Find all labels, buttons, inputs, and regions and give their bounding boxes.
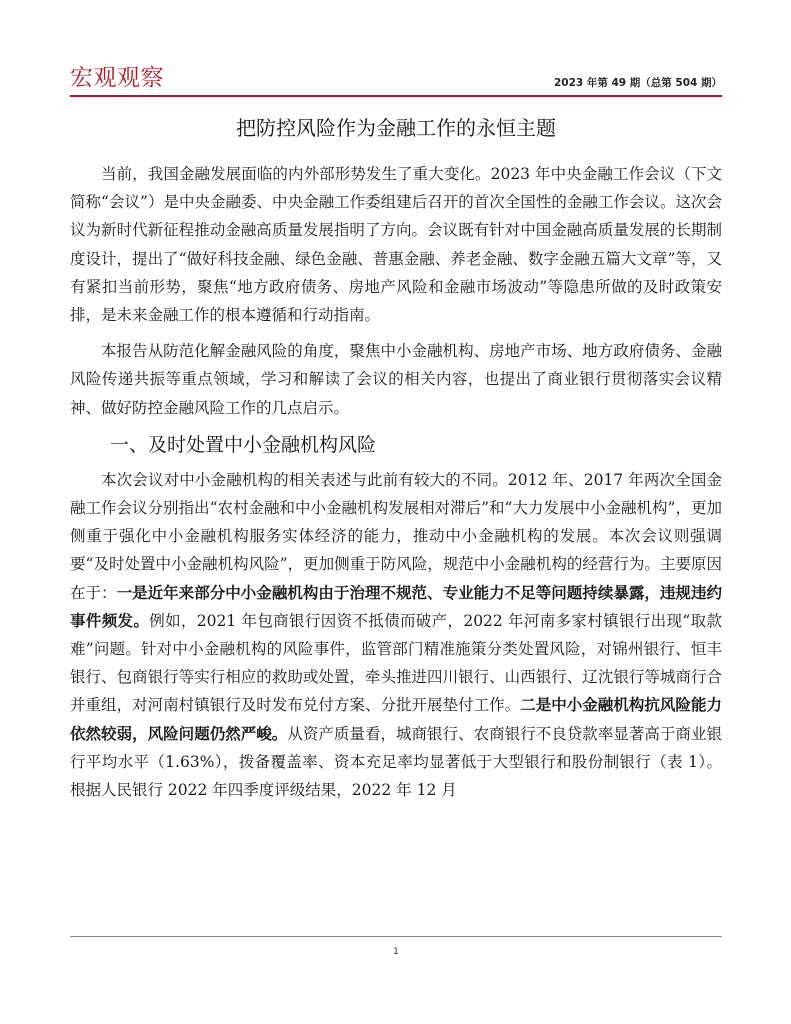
- page-number: 1: [393, 947, 399, 957]
- page-header: [70, 62, 722, 102]
- article-title: 把防控风险作为金融工作的永恒主题: [236, 116, 556, 140]
- intro-paragraph-1: 当前，我国金融发展面临的内外部形势发生了重大变化。2023 年中央金融工作会议（下文简称“会议”）是中央金融委、中央金融工作委组建后召开的首次全国性的金融工作会议。这次会议为新时代新征程推动金融高质量发展指明了方向。会议既有针对中国金融高质量发展的长期制度设计，提出了“做好科技金融、绿色金融、普惠金融、养老金融、数字金融五篇大文章”等，又有紧扣当前形势，聚焦“地方政府债务、房地产风险和金融市场波动”等隐患所做的及时政策安排，是未来金融工作的根本遵循和行动指南。: [70, 165, 722, 325]
- article-body: [70, 160, 722, 812]
- intro-paragraph-2: 本报告从防范化解金融风险的角度，聚焦中小金融机构、房地产市场、地方政府债务、金融风险传递共振等重点领域，学习和解读了会议的相关内容，也提出了商业银行贯彻落实会议精神、做好防控金融风险工作的几点启示。: [70, 342, 722, 417]
- header-divider: [70, 95, 722, 97]
- paragraph-text: 本次会议对中小金融机构的相关表述与此前有较大的不同。2012 年、2017 年两次全国金融工作会议分别指出“农村金融和中小金融机构发展相对滞后”和“大力发展中小金融机构”，更加侧重于强化中小金融机构服务实体经济的能力，推动中小金融机构的发展。本次会议则强调要“及时处置中小金融机构风险”，更加侧重于防风险，规范中小金融机构的经营行为。主要原因在于：: [70, 470, 722, 602]
- paragraph-text: 从资产质量看，城商银行、农商银行不良贷款率显著高于商业银行平均水平（1.63%），拨备覆盖率、资本充足率均显著低于大型银行和股份制银行（表 1）。根据人民银行 2022 年四季度评级结果，2022 年 12 月: [70, 724, 722, 800]
- section-1-paragraph: [70, 466, 722, 804]
- footer-divider: [70, 936, 722, 937]
- issue-number: 2023 年第 49 期（总第 504 期）: [553, 77, 722, 89]
- paragraph-text: 例如，2021 年包商银行因资不抵债而破产，2022 年河南多家村镇银行出现“取款难”问题。针对中小金融机构的风险事件，监管部门精准施策分类处置风险，对锦州银行、恒丰银行、包商银行等实行相应的救助或处置，牵头推进四川银行、山西银行、辽沈银行等城商行合并重组，对河南村镇银行及时发布兑付方案、分批开展垫付工作。: [70, 611, 722, 715]
- key-point-one: 一是近年来部分中小金融机构由于治理不规范、专业能力不足等问题持续暴露，违规违约事件频发。: [70, 583, 722, 630]
- key-point-two: 二是中小金融机构抗风险能力依然较弱，风险问题仍然严峻。: [70, 696, 722, 743]
- brand-title: 宏观观察: [70, 65, 164, 91]
- section-heading-1: 一、及时处置中小金融机构风险: [110, 433, 377, 456]
